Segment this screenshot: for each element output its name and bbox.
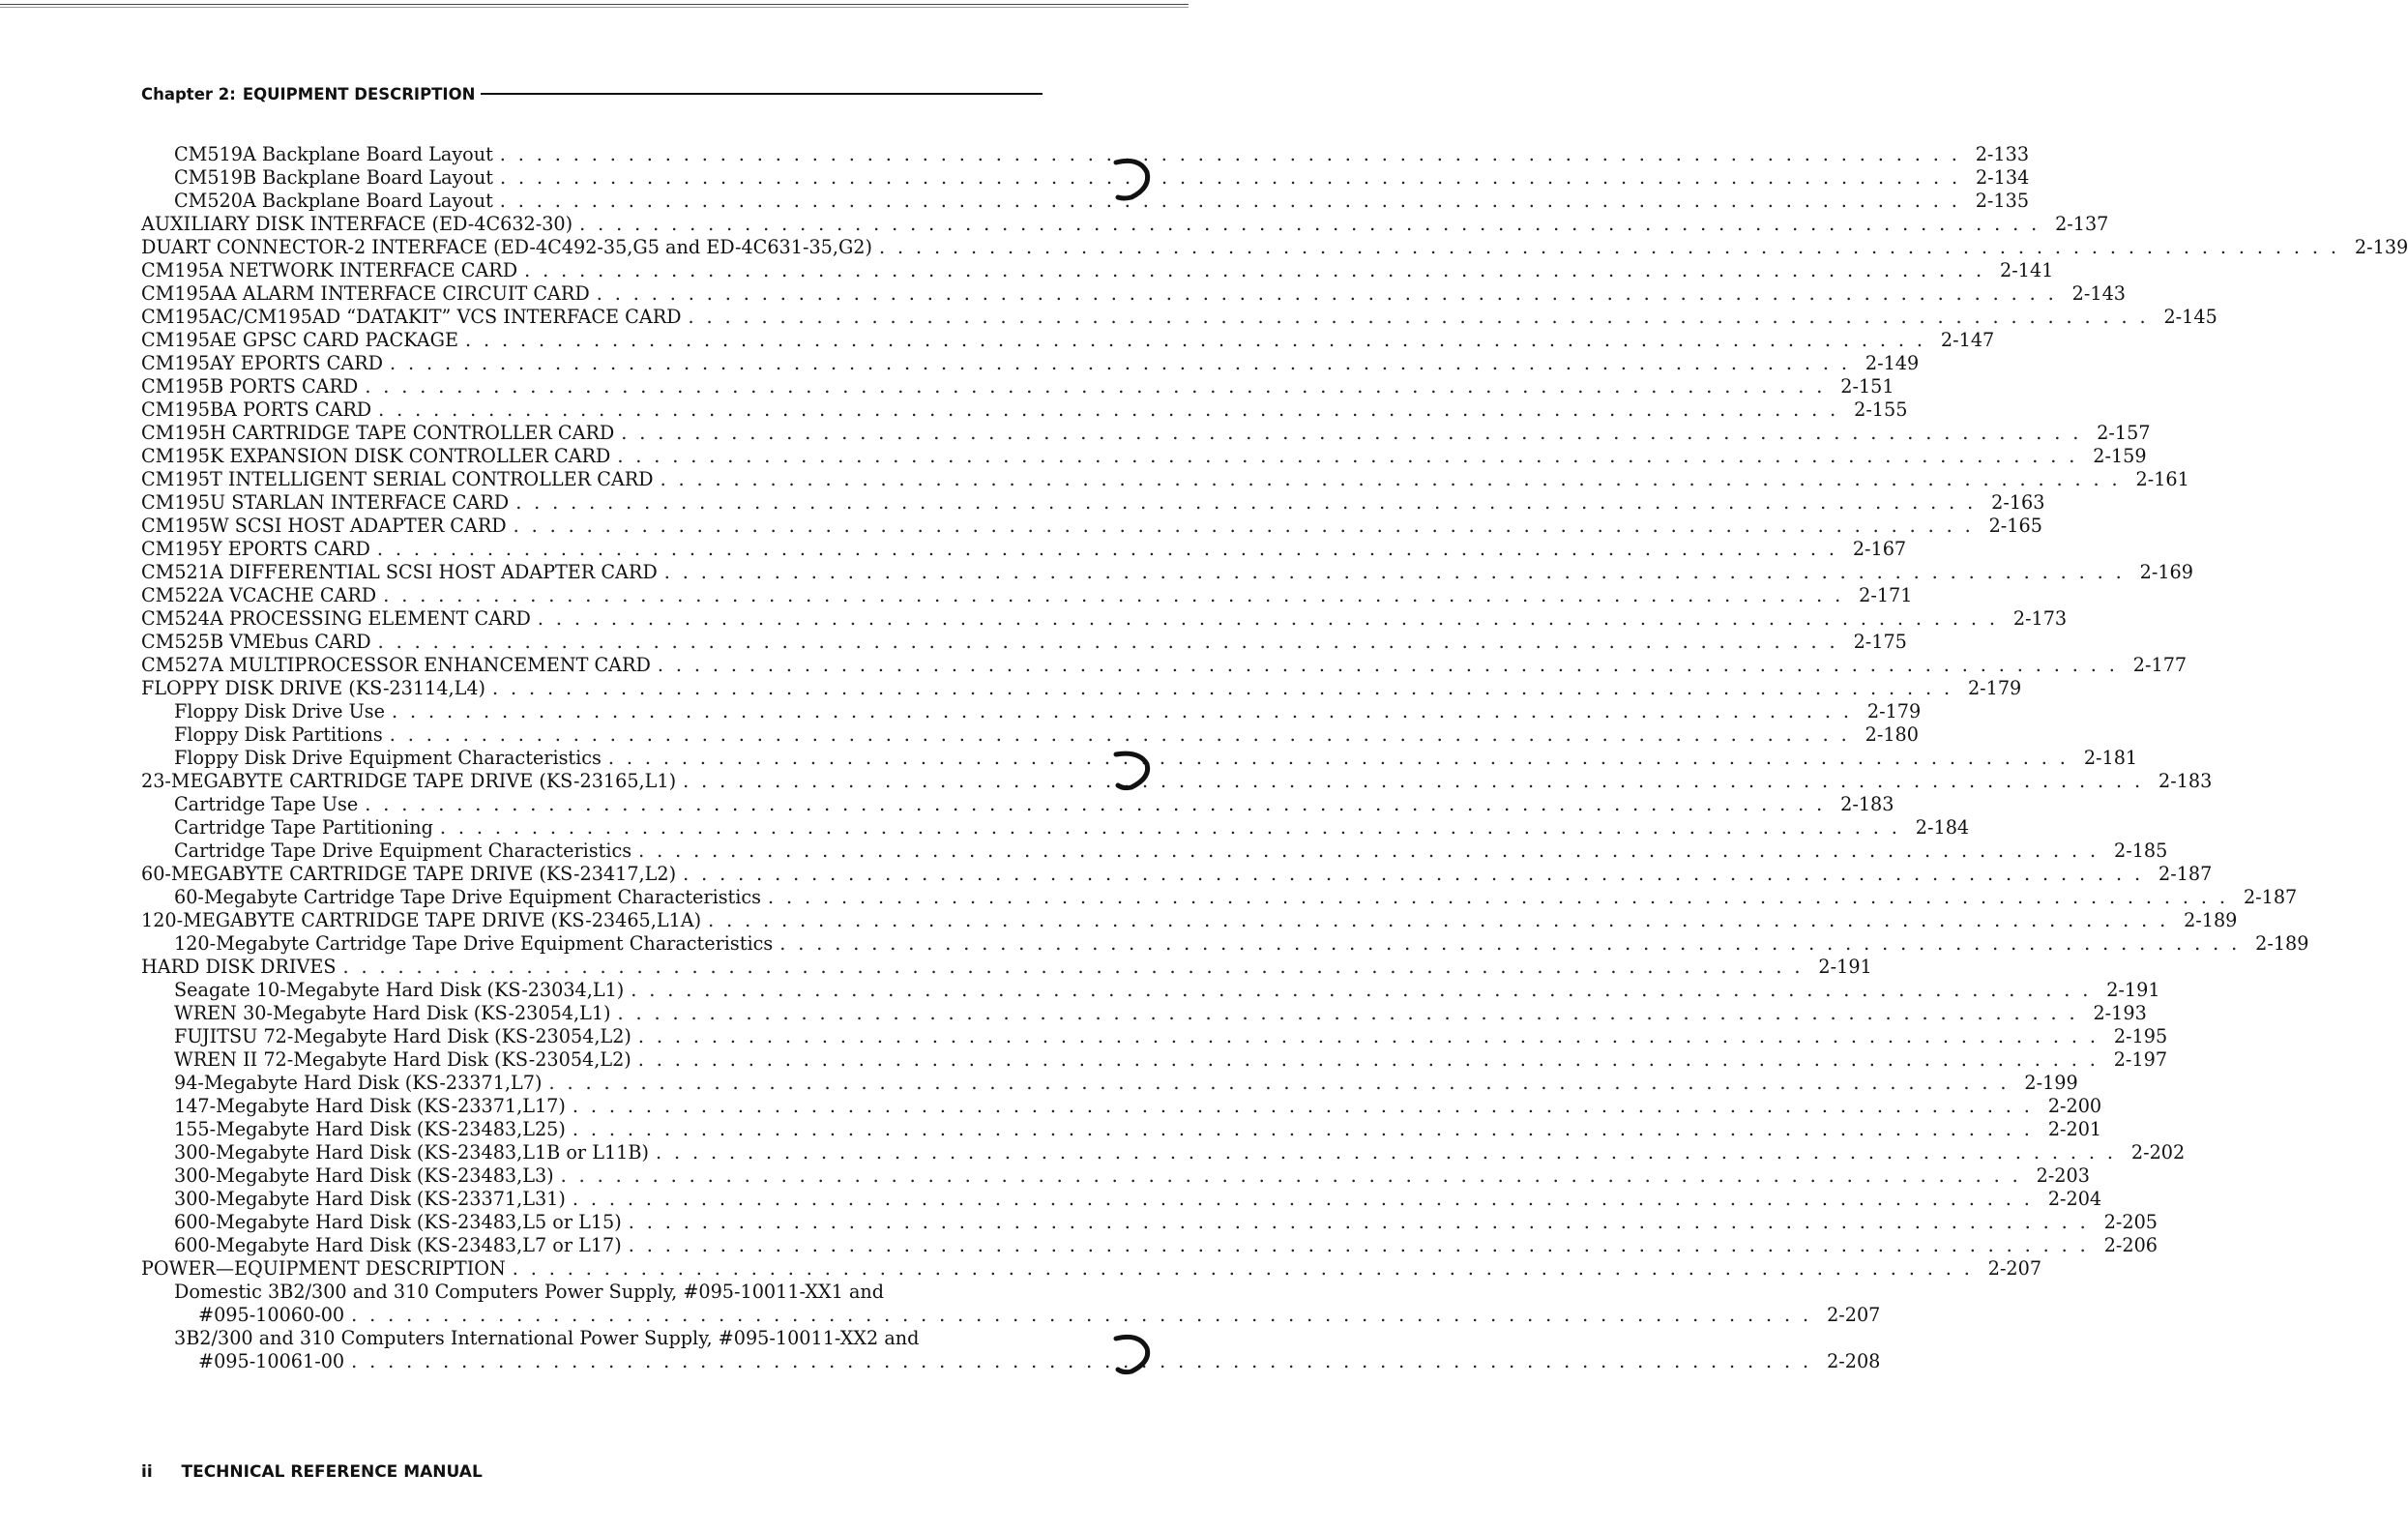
toc-entry-title: WREN 30-Megabyte Hard Disk (KS-23054,L1) <box>174 1002 611 1024</box>
toc-entry-page: 2-183 <box>1840 793 1894 815</box>
toc-entry[interactable] <box>174 1048 2168 1072</box>
toc-entry-title: 120-Megabyte Cartridge Tape Drive Equipment Characteristics <box>174 932 774 955</box>
toc-entry-continued[interactable] <box>174 1281 1042 1304</box>
dot-leader: ................................................................................ <box>683 863 2154 885</box>
toc-entry-title: CM527A MULTIPROCESSOR ENHANCEMENT CARD <box>141 654 651 676</box>
toc-entry-title: POWER—EQUIPMENT DESCRIPTION <box>141 1257 506 1280</box>
toc-entry-title: #095-10061-00 <box>198 1350 345 1372</box>
toc-entry-title: CM195AC/CM195AD “DATAKIT” VCS INTERFACE CARD <box>141 306 682 328</box>
dot-leader: ................................................................................ <box>464 329 1935 351</box>
toc-entry-title: CM520A Backplane Board Layout <box>174 190 493 212</box>
toc-entry-page: 2-189 <box>2184 909 2238 931</box>
toc-entry-page: 2-207 <box>1987 1257 2042 1280</box>
dot-leader: ................................................................................ <box>657 654 2128 676</box>
chapter-header <box>141 83 1042 104</box>
dot-leader: ................................................................................ <box>389 352 1860 374</box>
dot-leader: ................................................................................ <box>499 143 1970 165</box>
dot-leader: ................................................................................ <box>779 932 2250 955</box>
toc-entry-page: 2-149 <box>1865 352 1920 374</box>
toc-entry[interactable] <box>174 166 2030 190</box>
toc-entry-title: CM521A DIFFERENTIAL SCSI HOST ADAPTER CARD <box>141 561 658 583</box>
toc-entry-page: 2-207 <box>1827 1304 1881 1326</box>
toc-entry[interactable] <box>174 816 1970 840</box>
dot-leader: ................................................................................ <box>655 1141 2126 1164</box>
toc-entry-title: CM195BA PORTS CARD <box>141 398 372 421</box>
toc-entry-title: 94-Megabyte Hard Disk (KS-23371,L7) <box>174 1072 543 1094</box>
page-footer <box>141 1462 483 1482</box>
toc-entry[interactable] <box>141 352 1920 375</box>
scan-edge-line <box>0 7 1189 8</box>
toc-entry[interactable] <box>174 1188 2102 1211</box>
toc-entry-page: 2-181 <box>2083 747 2138 769</box>
dot-leader: ................................................................................ <box>500 166 1970 189</box>
toc-entry[interactable] <box>174 979 2160 1002</box>
toc-entry-page: 2-206 <box>2103 1234 2158 1256</box>
toc-entry[interactable] <box>141 398 1908 422</box>
toc-entry-title: CM195AA ALARM INTERFACE CIRCUIT CARD <box>141 282 590 305</box>
toc-entry[interactable] <box>141 863 2213 886</box>
toc-entry[interactable] <box>174 1234 2158 1257</box>
dot-leader: ................................................................................ <box>560 1164 2031 1187</box>
toc-entry[interactable] <box>141 909 2238 932</box>
dot-leader: ................................................................................ <box>683 770 2154 792</box>
toc-entry-title: Floppy Disk Drive Use <box>174 700 385 722</box>
toc-entry-page: 2-179 <box>1866 700 1922 722</box>
toc-entry[interactable] <box>174 1002 2147 1025</box>
toc-entry[interactable] <box>174 932 2309 956</box>
toc-entry-title: Cartridge Tape Drive Equipment Characteristics <box>174 840 632 862</box>
dot-leader: ................................................................................ <box>378 398 1849 421</box>
toc-entry[interactable] <box>141 956 1872 979</box>
toc-entry-page: 2-155 <box>1854 398 1908 421</box>
toc-entry-title: CM195AE GPSC CARD PACKAGE <box>141 329 458 351</box>
toc-entry-title: 60-MEGABYTE CARTRIDGE TAPE DRIVE (KS-23417,L2) <box>141 863 677 885</box>
toc-entry-page: 2-183 <box>2158 770 2213 792</box>
toc-entry[interactable] <box>141 607 2068 631</box>
binder-hole-mark <box>1110 1329 1157 1371</box>
toc-entry[interactable] <box>141 213 2109 236</box>
dot-leader: ................................................................................ <box>878 236 2349 258</box>
dot-leader: ................................................................................ <box>768 886 2238 908</box>
toc-entry-title: FLOPPY DISK DRIVE (KS-23114,L4) <box>141 677 486 699</box>
toc-entry-page: 2-141 <box>2000 259 2054 281</box>
toc-entry-title: CM195T INTELLIGENT SERIAL CONTROLLER CARD <box>141 468 654 490</box>
footer-manual-title: TECHNICAL REFERENCE MANUAL <box>181 1462 483 1482</box>
toc-entry-page: 2-184 <box>1915 816 1970 839</box>
dot-leader: ................................................................................ <box>377 631 1848 653</box>
toc-entry[interactable] <box>141 1257 2042 1281</box>
dot-leader: ................................................................................ <box>637 1048 2108 1071</box>
toc-entry[interactable] <box>174 1211 2158 1234</box>
toc-entry-page: 2-171 <box>1859 584 1913 606</box>
toc-entry-page: 2-204 <box>2047 1188 2102 1210</box>
toc-entry-page: 2-199 <box>2024 1072 2078 1094</box>
toc-entry[interactable] <box>174 1095 2102 1118</box>
toc-entry[interactable] <box>141 491 2045 515</box>
toc-entry-page: 2-151 <box>1840 375 1894 398</box>
toc-entry-page: 2-185 <box>2114 840 2168 862</box>
toc-entry-title: Floppy Disk Partitions <box>174 723 383 746</box>
dot-leader: ................................................................................ <box>376 538 1847 560</box>
toc-entry-title: #095-10060-00 <box>198 1304 345 1326</box>
footer-page-number: ii <box>141 1462 153 1482</box>
dot-leader: ................................................................................ <box>596 282 2067 305</box>
header-rule <box>481 93 1042 95</box>
scan-edge-line <box>0 4 1189 5</box>
toc-entry-title: AUXILIARY DISK INTERFACE (ED-4C632-30) <box>141 213 573 235</box>
dot-leader: ................................................................................ <box>342 956 1813 978</box>
toc-entry[interactable] <box>141 584 1913 607</box>
dot-leader: ................................................................................ <box>572 1118 2042 1140</box>
dot-leader: ................................................................................ <box>439 816 1910 839</box>
toc-entry-page: 2-139 <box>2354 236 2408 258</box>
toc-entry-page: 2-145 <box>2163 306 2217 328</box>
toc-entry[interactable] <box>141 282 2126 306</box>
toc-entry[interactable] <box>141 259 2054 282</box>
toc-entry[interactable] <box>198 1350 1881 1373</box>
toc-entry-page: 2-165 <box>1988 515 2042 537</box>
toc-entry[interactable] <box>141 515 2042 538</box>
dot-leader: ................................................................................ <box>512 1257 1982 1280</box>
toc-entry-page: 2-202 <box>2130 1141 2186 1164</box>
toc-entry-page: 2-133 <box>1975 143 2030 165</box>
toc-entry-page: 2-163 <box>1991 491 2045 514</box>
toc-entry-page: 2-197 <box>2113 1048 2168 1071</box>
toc-entry[interactable] <box>174 1025 2168 1048</box>
dot-leader: ................................................................................ <box>637 1025 2108 1047</box>
toc-entry[interactable] <box>174 700 1922 723</box>
toc-entry-title: Floppy Disk Drive Equipment Characteristics <box>174 747 602 769</box>
toc-entry[interactable] <box>174 1164 2090 1188</box>
toc-entry[interactable] <box>141 538 1907 561</box>
toc-entry[interactable] <box>141 445 2147 468</box>
dot-leader: ................................................................................ <box>638 840 2109 862</box>
toc-entry-title: Cartridge Tape Partitioning <box>174 816 433 839</box>
toc-entry-title: WREN II 72-Megabyte Hard Disk (KS-23054,L2) <box>174 1048 631 1071</box>
toc-entry-title: CM519A Backplane Board Layout <box>174 143 493 165</box>
toc-entry-page: 2-200 <box>2047 1095 2102 1117</box>
toc-entry-page: 2-193 <box>2093 1002 2147 1024</box>
toc-entry-page: 2-169 <box>2139 561 2193 583</box>
toc-entry-title: Cartridge Tape Use <box>174 793 359 815</box>
dot-leader: ................................................................................ <box>572 1095 2042 1117</box>
toc-entry-title: Seagate 10-Megabyte Hard Disk (KS-23034,L1) <box>174 979 625 1001</box>
toc-entry[interactable] <box>141 561 2193 584</box>
dot-leader: ................................................................................ <box>660 468 2130 490</box>
toc-entry-title: Domestic 3B2/300 and 310 Computers Power Supply, #095-10011-XX1 and <box>174 1281 885 1303</box>
dot-leader: ................................................................................ <box>351 1304 1822 1326</box>
chapter-label: Chapter 2: <box>141 84 236 103</box>
toc-entry-page: 2-189 <box>2255 932 2309 955</box>
toc-entry-page: 2-203 <box>2036 1164 2090 1187</box>
toc-entry[interactable] <box>174 143 2030 166</box>
toc-entry[interactable] <box>174 1118 2102 1141</box>
dot-leader: ................................................................................ <box>688 306 2158 328</box>
toc-entry[interactable] <box>141 375 1894 398</box>
toc-entry-title: 147-Megabyte Hard Disk (KS-23371,L17) <box>174 1095 566 1117</box>
toc-entry[interactable] <box>174 190 2030 213</box>
dot-leader: ................................................................................ <box>515 491 1986 514</box>
dot-leader: ................................................................................ <box>351 1350 1822 1372</box>
toc-entry-page: 2-159 <box>2093 445 2147 467</box>
toc-entry-page: 2-134 <box>1975 166 2030 189</box>
toc-entry[interactable] <box>141 468 2189 491</box>
dot-leader: ................................................................................ <box>628 1234 2099 1256</box>
toc-entry-title: CM519B Backplane Board Layout <box>174 166 494 189</box>
binder-hole-mark <box>1110 745 1157 787</box>
toc-entry[interactable] <box>198 1304 1881 1327</box>
toc-entry[interactable] <box>141 654 2188 677</box>
toc-entry-title: 3B2/300 and 310 Computers International Power Supply, #095-10011-XX2 and <box>174 1327 920 1349</box>
toc-entry-continued[interactable] <box>174 1327 1042 1350</box>
toc-entry-page: 2-157 <box>2097 422 2151 444</box>
toc-entry-page: 2-167 <box>1852 538 1907 560</box>
toc-entry-title: FUJITSU 72-Megabyte Hard Disk (KS-23054,L2) <box>174 1025 631 1047</box>
toc-entry-title: CM525B VMEbus CARD <box>141 631 371 653</box>
toc-entry-title: CM524A PROCESSING ELEMENT CARD <box>141 607 531 630</box>
dot-leader: ................................................................................ <box>524 259 1995 281</box>
toc-entry-page: 2-201 <box>2047 1118 2102 1140</box>
toc-entry-title: 60-Megabyte Cartridge Tape Drive Equipment Characteristics <box>174 886 761 908</box>
toc-entry-title: 300-Megabyte Hard Disk (KS-23371,L31) <box>174 1188 566 1210</box>
dot-leader: ................................................................................ <box>572 1188 2042 1210</box>
toc-entry-title: CM195Y EPORTS CARD <box>141 538 370 560</box>
toc-entry-title: CM195W SCSI HOST ADAPTER CARD <box>141 515 507 537</box>
toc-entry-title: CM195H CARTRIDGE TAPE CONTROLLER CARD <box>141 422 615 444</box>
toc-entry-page: 2-195 <box>2113 1025 2168 1047</box>
dot-leader: ................................................................................ <box>708 909 2179 931</box>
toc-entry-page: 2-173 <box>2012 607 2068 630</box>
toc-entry-title: 600-Megabyte Hard Disk (KS-23483,L5 or L15) <box>174 1211 622 1233</box>
toc-entry-page: 2-191 <box>1818 956 1872 978</box>
toc-entry[interactable] <box>174 1141 2186 1164</box>
toc-entry-page: 2-143 <box>2071 282 2126 305</box>
toc-entry-page: 2-177 <box>2132 654 2188 676</box>
dot-leader: ................................................................................ <box>389 723 1860 746</box>
dot-leader: ................................................................................ <box>383 584 1854 606</box>
binder-hole-mark <box>1110 155 1157 197</box>
toc-entry[interactable] <box>174 840 2168 863</box>
toc-entry-page: 2-137 <box>2055 213 2109 235</box>
toc-entry[interactable] <box>141 329 1995 352</box>
dot-leader: ................................................................................ <box>617 445 2088 467</box>
toc-entry[interactable] <box>141 236 2408 259</box>
toc-entry[interactable] <box>174 723 1919 747</box>
toc-entry-title: 300-Megabyte Hard Disk (KS-23483,L3) <box>174 1164 554 1187</box>
toc-entry[interactable] <box>174 1072 2078 1095</box>
chapter-title: EQUIPMENT DESCRIPTION <box>242 84 476 103</box>
toc-entry-page: 2-135 <box>1975 190 2030 212</box>
dot-leader: ................................................................................ <box>365 375 1835 398</box>
toc-entry-page: 2-187 <box>2243 886 2298 908</box>
toc-entry[interactable] <box>174 886 2298 909</box>
dot-leader: ................................................................................ <box>513 515 1983 537</box>
toc-entry[interactable] <box>174 793 1894 816</box>
toc-entry-page: 2-187 <box>2158 863 2213 885</box>
toc-entry[interactable] <box>141 770 2213 793</box>
toc-entry-page: 2-161 <box>2135 468 2189 490</box>
toc-entry-page: 2-175 <box>1853 631 1907 653</box>
dot-leader: ................................................................................ <box>621 422 2092 444</box>
dot-leader: ................................................................................ <box>365 793 1835 815</box>
toc-entry-page: 2-208 <box>1827 1350 1881 1372</box>
dot-leader: ................................................................................ <box>663 561 2134 583</box>
dot-leader: ................................................................................ <box>579 213 2050 235</box>
toc-entry-title: 120-MEGABYTE CARTRIDGE TAPE DRIVE (KS-23465,L1A) <box>141 909 702 931</box>
toc-entry-title: HARD DISK DRIVES <box>141 956 337 978</box>
dot-leader: ................................................................................ <box>628 1211 2099 1233</box>
toc-entry[interactable] <box>141 677 2022 700</box>
toc-entry-title: DUART CONNECTOR-2 INTERFACE (ED-4C492-35,G5 and ED-4C631-35,G2) <box>141 236 872 258</box>
toc-entry-title: 300-Megabyte Hard Disk (KS-23483,L1B or L11B) <box>174 1141 649 1164</box>
toc-entry-title: CM195AY EPORTS CARD <box>141 352 383 374</box>
dot-leader: ................................................................................ <box>607 747 2078 769</box>
toc-entry-page: 2-205 <box>2103 1211 2158 1233</box>
toc-entry-page: 2-191 <box>2106 979 2160 1001</box>
dot-leader: ................................................................................ <box>548 1072 2019 1094</box>
toc-entry-title: CM195K EXPANSION DISK CONTROLLER CARD <box>141 445 611 467</box>
toc-entry[interactable] <box>141 306 2217 329</box>
dot-leader: ................................................................................ <box>492 677 1962 699</box>
dot-leader: ................................................................................ <box>499 190 1970 212</box>
dot-leader: ................................................................................ <box>537 607 2008 630</box>
toc-entry-page: 2-180 <box>1865 723 1919 746</box>
toc-entry[interactable] <box>141 422 2151 445</box>
toc-entry-page: 2-147 <box>1940 329 1995 351</box>
toc-entry-title: CM522A VCACHE CARD <box>141 584 377 606</box>
toc-entry[interactable] <box>174 747 2138 770</box>
dot-leader: ................................................................................ <box>617 1002 2088 1024</box>
toc-entry[interactable] <box>141 631 1907 654</box>
dot-leader: ................................................................................ <box>391 700 1862 722</box>
toc-entry-title: 23-MEGABYTE CARTRIDGE TAPE DRIVE (KS-23165,L1) <box>141 770 677 792</box>
toc-entry-page: 2-179 <box>1967 677 2022 699</box>
toc-entry-title: 600-Megabyte Hard Disk (KS-23483,L7 or L17) <box>174 1234 622 1256</box>
toc-entry-title: 155-Megabyte Hard Disk (KS-23483,L25) <box>174 1118 566 1140</box>
toc-entry-title: CM195U STARLAN INTERFACE CARD <box>141 491 510 514</box>
toc-entry-title: CM195A NETWORK INTERFACE CARD <box>141 259 518 281</box>
dot-leader: ................................................................................ <box>631 979 2101 1001</box>
toc-entry-title: CM195B PORTS CARD <box>141 375 359 398</box>
